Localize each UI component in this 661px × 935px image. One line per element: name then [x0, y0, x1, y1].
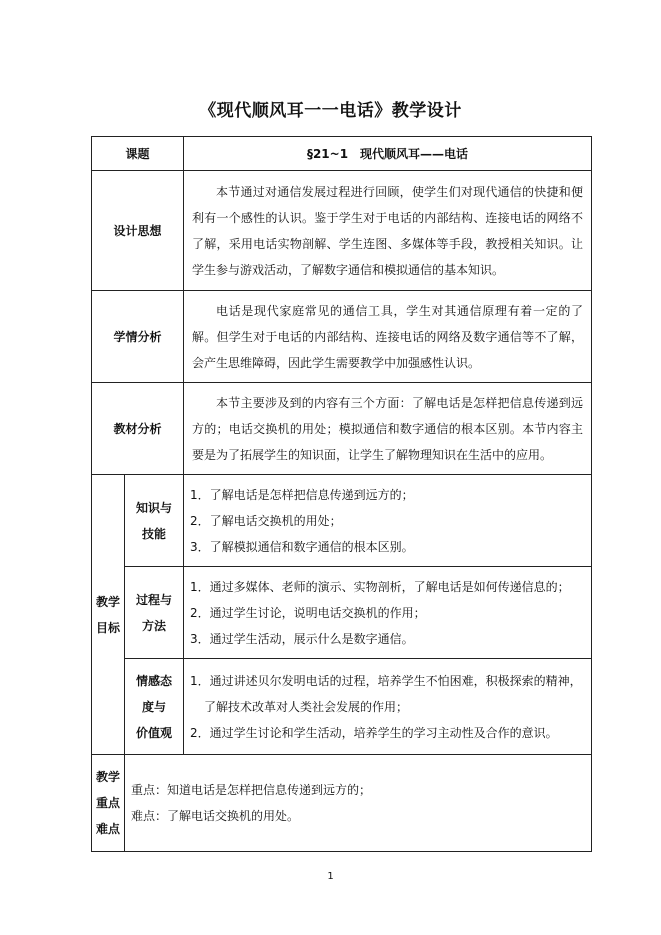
list-item: 1．通过讲述贝尔发明电话的过程，培养学生不怕困难，积极探索的精神，了解技术改革对人类社会发展的作用；	[190, 673, 582, 714]
emotion-label-line: 价值观	[136, 725, 173, 740]
knowledge-label-line: 知识与	[136, 500, 173, 515]
goals-label-line: 教学	[95, 594, 120, 609]
process-label	[125, 567, 184, 659]
material-text: 本节主要涉及到的内容有三个方面：了解电话是怎样把信息传递到远方的；电话交换机的用处；模拟通信和数字通信的根本区别。本节内容主要是为了拓展学生的知识面，让学生了解物理知识在生活中的应用。	[184, 383, 592, 475]
row-topic	[92, 137, 592, 171]
difficult-point: 难点：了解电话交换机的用处。	[131, 809, 300, 823]
knowledge-label-line: 技能	[142, 526, 167, 541]
row-students	[92, 291, 592, 383]
material-label: 教材分析	[92, 383, 184, 475]
list-item: 1．通过多媒体、老师的演示、实物剖析，了解电话是如何传递信息的；	[190, 579, 570, 594]
emotion-label-line: 度与	[142, 699, 167, 714]
students-label: 学情分析	[92, 291, 184, 383]
list-item: 3．了解模拟通信和数字通信的根本区别。	[190, 539, 414, 554]
row-goal-emotion	[92, 659, 592, 755]
keypoints-label-line: 教学	[95, 770, 120, 784]
document-title: 《现代顺风耳一一电话》教学设计	[199, 101, 462, 121]
emotion-label-line: 情感态	[136, 673, 173, 688]
keypoints-label-line: 重点	[95, 796, 120, 810]
design-text: 本节通过对通信发展过程进行回顾，使学生们对现代通信的快捷和便利有一个感性的认识。鉴于学生对于电话的内部结构、连接电话的网络不了解，采用电话实物剖解、学生连图、多媒体等手段，教授相关知识。让学生参与游戏活动，了解数字通信和模拟通信的基本知识。	[184, 171, 592, 291]
list-item: 2．通过学生讨论和学生活动，培养学生的学习主动性及合作的意识。	[190, 725, 558, 740]
students-text: 电话是现代家庭常见的通信工具，学生对其通信原理有着一定的了解。但学生对于电话的内部结构、连接电话的网络及数字通信等不了解，会产生思维障碍，因此学生需要教学中加强感性认识。	[184, 291, 592, 383]
process-list	[184, 567, 592, 659]
row-keypoints	[92, 755, 592, 852]
emotion-list	[184, 659, 592, 755]
keypoints-label	[92, 755, 125, 852]
process-label-line: 过程与	[136, 592, 173, 607]
emotion-label	[125, 659, 184, 755]
goals-label-line: 目标	[95, 620, 120, 635]
process-label-line: 方法	[142, 618, 167, 633]
keypoints-label-line: 难点	[95, 822, 120, 836]
key-point: 重点：知道电话是怎样把信息传递到远方的；	[131, 783, 372, 797]
list-item: 3．通过学生活动，展示什么是数字通信。	[190, 631, 414, 646]
keypoints-content	[125, 755, 592, 852]
knowledge-list	[184, 475, 592, 567]
list-item: 1．了解电话是怎样把信息传递到远方的；	[190, 487, 414, 502]
topic-value: §21~1 现代顺风耳——电话	[184, 137, 592, 171]
list-item: 2．了解电话交换机的用处；	[190, 513, 342, 528]
knowledge-label	[125, 475, 184, 567]
goals-label	[92, 475, 125, 755]
row-material	[92, 383, 592, 475]
page-number: 1	[327, 871, 334, 882]
row-goal-knowledge	[92, 475, 592, 567]
topic-label: 课题	[92, 137, 184, 171]
list-item: 2．通过学生讨论，说明电话交换机的作用；	[190, 605, 426, 620]
row-goal-process	[92, 567, 592, 659]
lesson-plan-table	[91, 136, 592, 852]
row-design	[92, 171, 592, 291]
design-label: 设计思想	[92, 171, 184, 291]
